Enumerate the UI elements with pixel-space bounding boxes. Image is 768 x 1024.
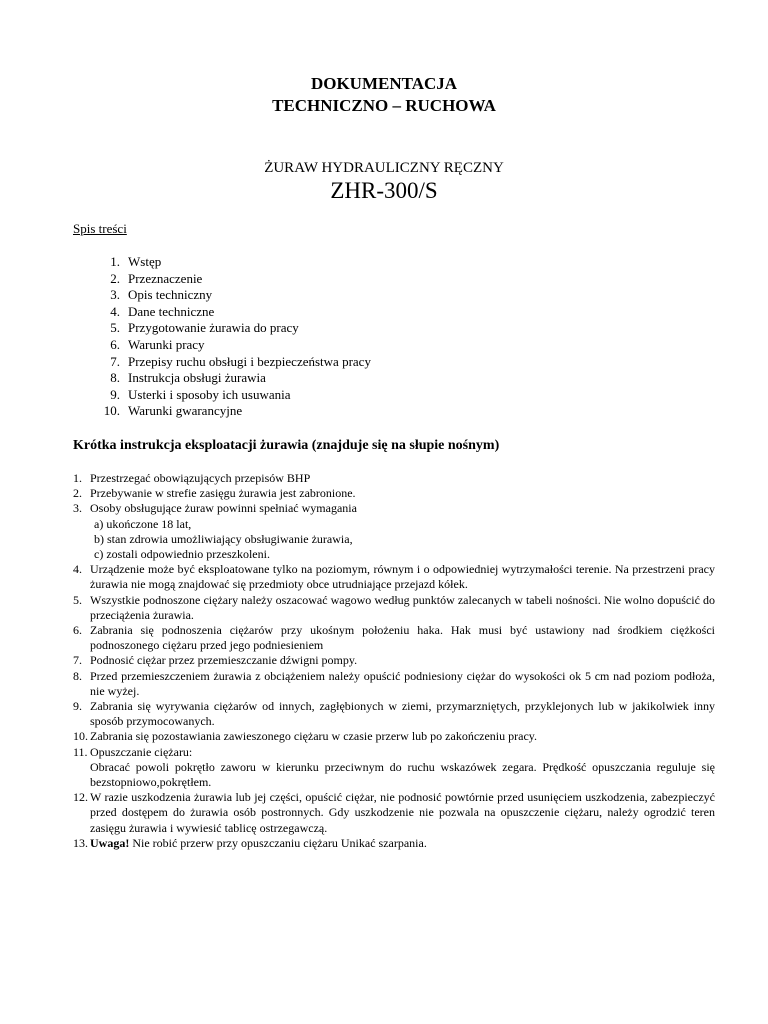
- toc-heading: Spis treści: [73, 221, 127, 236]
- warning-label: Uwaga!: [90, 835, 130, 850]
- list-item: 10. Zabrania się pozostawiania zawieszonego ciężaru w czasie przerw lub po zakończeniu pracy.: [73, 729, 537, 744]
- toc-item: 8. Instrukcja obsługi żurawia: [110, 370, 266, 386]
- document-title-line2: TECHNICZNO – RUCHOWA: [272, 96, 496, 115]
- document-subtitle: ŻURAW HYDRAULICZNY RĘCZNY: [264, 160, 504, 176]
- toc-item: 2. Przeznaczenie: [110, 270, 203, 286]
- toc-item: 4. Dane techniczne: [110, 303, 215, 319]
- list-item: 13. Uwaga! Nie robić przerw przy opuszczaniu ciężaru Unikać szarpania.: [73, 835, 427, 850]
- list-item: 9. Zabrania się wyrywania ciężarów od innych, zagłębionych w ziemi, przymarzniętych, przyklejonych lub w jakikolwiek inny sposób przymocowanych.: [73, 699, 715, 729]
- instructions-heading: Krótka instrukcja eksploatacji żurawia (znajduje się na słupie nośnym): [73, 438, 500, 453]
- toc-item: 6. Warunki pracy: [110, 336, 205, 352]
- list-item: 7. Podnosić ciężar przez przemieszczanie dźwigni pompy.: [73, 653, 358, 668]
- toc-item: 1. Wstęp: [110, 254, 162, 269]
- list-item: 1. Przestrzegać obowiązujących przepisów BHP: [73, 471, 311, 485]
- list-item: 3. Osoby obsługujące żuraw powinni spełniać wymagania a) ukończone 18 lat, b) stan zdrowia umożliwiający obsługiwanie żurawia, c) zostali odpowiednio przeszkoleni.: [73, 501, 715, 562]
- toc-item: 10. Warunki gwarancyjne: [103, 403, 243, 419]
- toc-item: 7. Przepisy ruchu obsługi i bezpieczeństwa pracy: [110, 353, 371, 369]
- instructions-list: [73, 471, 715, 851]
- list-item: 2. Przebywanie w strefie zasięgu żurawia jest zabronione.: [73, 486, 356, 501]
- toc-item: 3. Opis techniczny: [110, 287, 213, 303]
- list-item: 11. Opuszczanie ciężaru: Obracać powoli pokrętło zaworu w kierunku przeciwnym do ruchu wskazówek zegara. Prędkość opuszczania reguluje się bezstopniowo,pokrętłem.: [73, 744, 715, 790]
- document-title-line1: DOKUMENTACJA: [310, 74, 458, 93]
- sub-item: a) ukończone 18 lat,: [94, 516, 192, 531]
- list-item: 4. Urządzenie może być eksploatowane tylko na poziomym, równym i o odpowiedniej wytrzymałości terenie. Na przestrzeni pracy żurawia nie mogą znajdować się przedmioty obce utrudniające przejazd kółek.: [73, 562, 715, 592]
- toc-item: 9. Usterki i sposoby ich usuwania: [110, 386, 291, 402]
- sub-item: b) stan zdrowia umożliwiający obsługiwanie żurawia,: [94, 531, 353, 546]
- list-item: 5. Wszystkie podnoszone ciężary należy oszacować wagowo według punktów zalecanych w tabeli nośności. Nie wolno dopuścić do przeciążenia żurawia.: [73, 592, 715, 622]
- sub-item: c) zostali odpowiednio przeszkoleni.: [94, 547, 270, 562]
- list-item: 8. Przed przemieszczeniem żurawia z obciążeniem należy opuścić podniesiony ciężar do wysokości ok 5 cm nad poziom podłoża, nie wyżej.: [73, 668, 715, 698]
- toc-item: 5. Przygotowanie żurawia do pracy: [110, 320, 299, 336]
- model-number: ZHR-300/S: [330, 178, 438, 203]
- list-item: 12. W razie uszkodzenia żurawia lub jej części, opuścić ciężar, nie podnosić powtórnie przed usunięciem uszkodzenia, zabezpieczyć przed dostępem do żurawia osób postronnych. Gdy uszkodzenie nie pozwala na opuszczenie ciężaru, należy ogrodzić teren zasięgu żurawia i wywiesić tablicę ostrzegawczą.: [73, 790, 715, 835]
- list-item: 6. Zabrania się podnoszenia ciężarów przy ukośnym położeniu haka. Hak musi być ustawiony nad środkiem ciężkości podnoszonego ciężaru przed jego podniesieniem: [73, 623, 715, 653]
- table-of-contents: [94, 254, 371, 420]
